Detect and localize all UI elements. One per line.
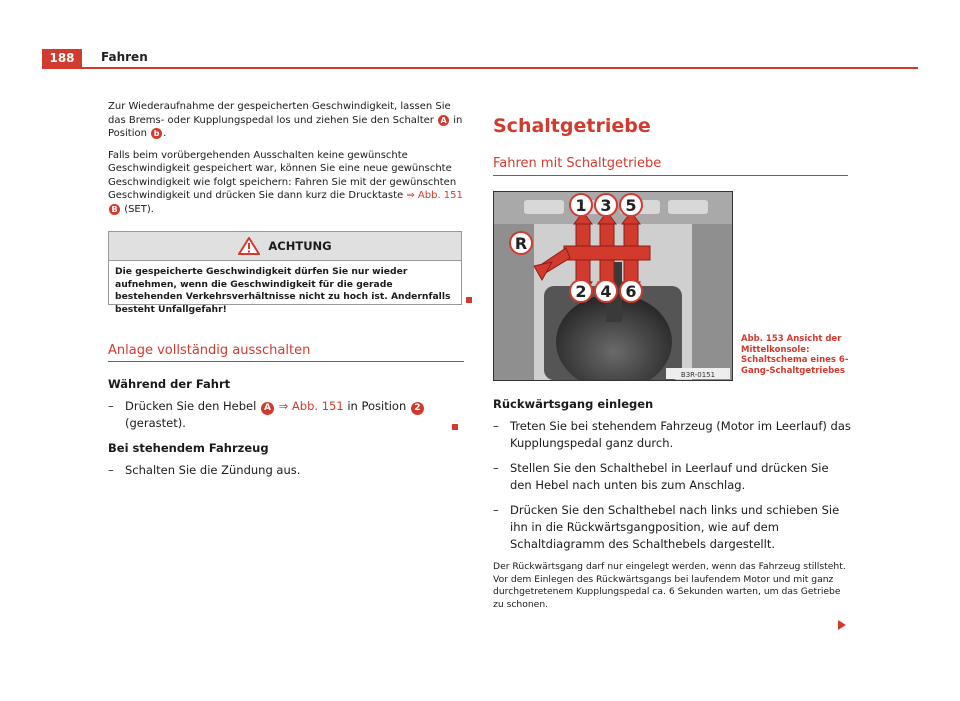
gear-label: 6 xyxy=(625,282,637,301)
list-item xyxy=(108,398,464,432)
resume-paragraph xyxy=(108,100,464,141)
resume-text-2: in Position xyxy=(108,114,463,139)
gear-label: 3 xyxy=(600,196,612,215)
subheading-rule xyxy=(108,361,464,362)
list-item xyxy=(108,462,464,479)
store-paragraph xyxy=(108,149,464,217)
step-text-3: (gerastet). xyxy=(125,416,186,430)
label-badge-a: A xyxy=(438,115,449,126)
store-text-2: (SET). xyxy=(124,203,154,215)
step-text: Schalten Sie die Zündung aus. xyxy=(125,463,301,477)
chapter-title: Schaltgetriebe xyxy=(493,115,651,137)
gear-label: 2 xyxy=(575,282,587,301)
gear-label: 1 xyxy=(575,196,587,215)
list-item: – Treten Sie bei stehendem Fahrzeug (Motor im Leerlauf) das Kupplungspedal ganz durch. xyxy=(493,418,851,452)
gear-label: 4 xyxy=(600,282,612,301)
store-text: Falls beim vorübergehenden Ausschalten keine gewünschte Geschwindigkeit gespeichert war, können Sie eine neue gewünschte Geschwindigkeit wie folgt speichern: Fahren Sie mit der gewünschten Geschwindigkeit und drücken Sie dann kurz die Drucktaste xyxy=(108,149,457,201)
gear-label: R xyxy=(514,234,528,253)
section-subtitle: Fahren mit Schaltgetriebe xyxy=(493,156,662,171)
warning-title: ACHTUNG xyxy=(268,239,332,253)
label-badge-b: b xyxy=(151,128,162,139)
header-rule xyxy=(42,67,918,69)
gearshift-figure xyxy=(493,191,733,381)
resume-text-3: . xyxy=(163,128,167,139)
warning-box xyxy=(108,231,462,315)
page-number: 188 xyxy=(42,49,82,67)
figure-ref-link[interactable]: ⇒ Abb. 151 xyxy=(406,190,463,201)
subheading-switch-off: Anlage vollständig ausschalten xyxy=(108,343,311,358)
while-driving-heading: Während der Fahrt xyxy=(108,377,231,391)
step-text-2: in Position xyxy=(347,399,407,413)
label-badge-b-upper: B xyxy=(109,204,120,215)
gear-label: 5 xyxy=(625,196,637,215)
continue-arrow-icon xyxy=(838,620,846,630)
stationary-heading: Bei stehendem Fahrzeug xyxy=(108,441,269,455)
reverse-note: Der Rückwärtsgang darf nur eingelegt werden, wenn das Fahrzeug stillsteht. Vor dem Einlegen des Rückwärtsgangs bei laufendem Motor und mit ganz durchgetretenem Kupplungspedal ca. 6 Sekunden warten, um das Getriebe zu schonen. xyxy=(493,561,846,610)
label-badge-a: A xyxy=(261,402,274,415)
warning-header xyxy=(109,232,461,261)
step-text: Drücken Sie den Hebel xyxy=(125,399,257,413)
figure-code: B3R-0151 xyxy=(680,371,716,379)
reverse-heading: Rückwärtsgang einlegen xyxy=(493,397,654,411)
reverse-gear-instructions xyxy=(493,396,851,611)
end-marker xyxy=(452,424,458,430)
position-badge-2: 2 xyxy=(411,402,424,415)
section-title: Fahren xyxy=(101,50,148,64)
resume-text: Zur Wiederaufnahme der gespeicherten Geschwindigkeit, lassen Sie das Brems- oder Kupplungspedal los und ziehen Sie den Schalter xyxy=(108,101,451,126)
end-marker xyxy=(466,297,472,303)
figure-caption: Abb. 153 Ansicht der Mittelkonsole: Schaltschema eines 6-Gang-Schaltgetriebes xyxy=(741,334,849,376)
warning-text: Die gespeicherte Geschwindigkeit dürfen Sie nur wieder aufnehmen, wenn die Geschwindigkeit für die gerade bestehenden Verkehrsverhältnisse nicht zu hoch ist. Andernfalls besteht Unfallgefahr! xyxy=(115,266,451,315)
switch-off-instructions xyxy=(108,376,464,487)
warning-triangle-icon xyxy=(238,237,260,255)
list-item: – Drücken Sie den Schalthebel nach links und schieben Sie ihn in die Rückwärtsgangposition, wie auf dem Schaltdiagramm des Schalthebels dargestellt. xyxy=(493,502,851,553)
figure-ref-link[interactable]: ⇒ Abb. 151 xyxy=(278,399,344,413)
left-intro xyxy=(108,100,464,224)
subtitle-rule xyxy=(493,175,848,176)
list-item: – Stellen Sie den Schalthebel in Leerlauf und drücken Sie den Hebel nach unten bis zum Anschlag. xyxy=(493,460,851,494)
gearshift-illustration xyxy=(494,192,732,380)
